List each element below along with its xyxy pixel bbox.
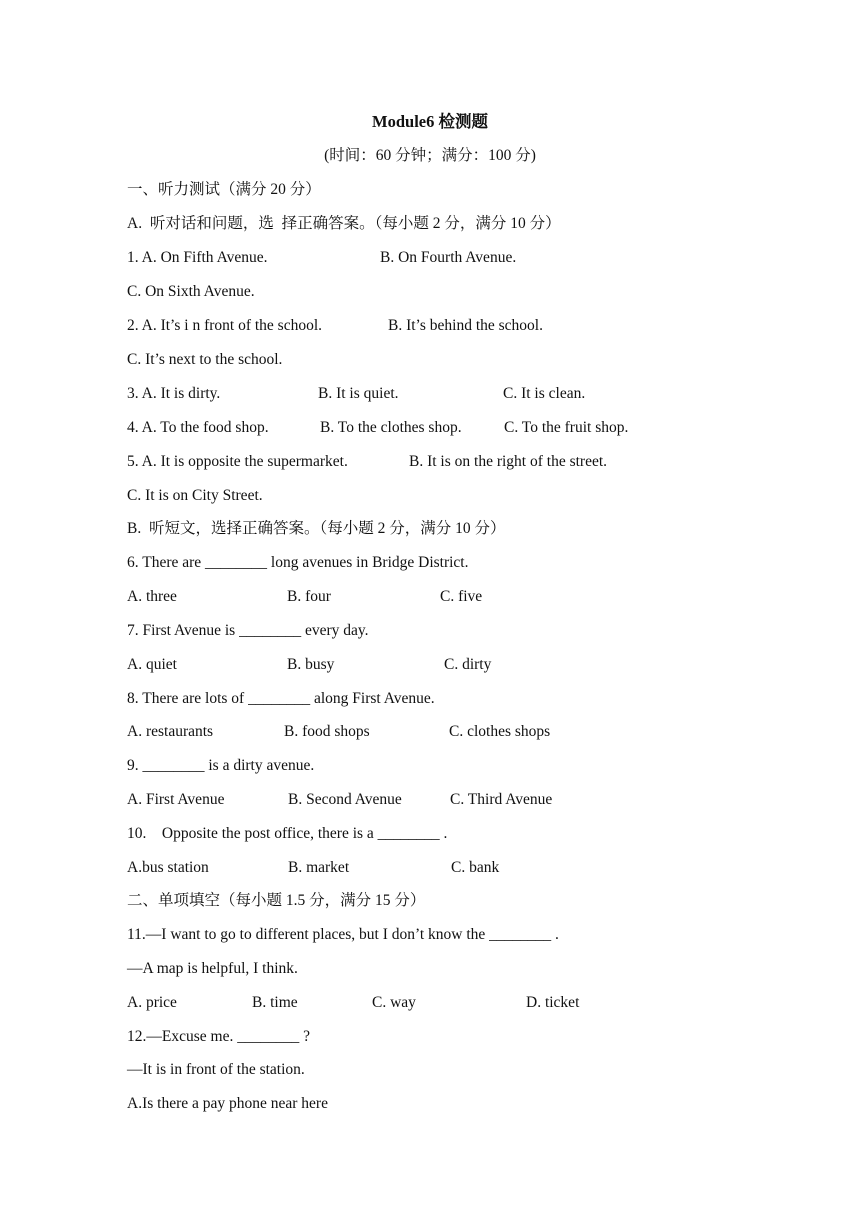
q11-stem: 11.—I want to go to different places, but I don’t know the ________ . xyxy=(127,926,559,943)
q5-option-b: B. It is on the right of the street. xyxy=(409,453,608,470)
page-title: Module6 检测题 xyxy=(372,112,488,131)
q10-option-c: C. bank xyxy=(451,859,500,876)
q10-option-b: B. market xyxy=(288,859,350,876)
q11-option-a: A. price xyxy=(127,994,177,1011)
q5-option-c: C. It is on City Street. xyxy=(127,487,263,504)
q8-option-a: A. restaurants xyxy=(127,723,214,740)
q8-stem: 8. There are lots of ________ along First Avenue. xyxy=(127,690,435,707)
q3-option-c: C. It is clean. xyxy=(503,385,586,402)
q7-option-b: B. busy xyxy=(287,656,335,673)
section2-heading: 二、单项填空（每小题 1.5 分，满分 15 分） xyxy=(127,892,426,909)
q9-option-a: A. First Avenue xyxy=(127,791,225,808)
q6-option-b: B. four xyxy=(287,588,331,605)
section1-partB: B. 听短文，选择正确答案。（每小题 2 分，满分 10 分） xyxy=(127,520,506,537)
q2-option-b: B. It’s behind the school. xyxy=(388,317,543,334)
q6-option-c: C. five xyxy=(440,588,483,605)
q1-option-b: B. On Fourth Avenue. xyxy=(380,249,517,266)
q7-option-c: C. dirty xyxy=(444,656,492,673)
page-subtitle: (时间：60 分钟；满分：100 分) xyxy=(324,147,536,164)
q10-option-a: A.bus station xyxy=(127,859,209,876)
q12-stem: 12.—Excuse me. ________ ? xyxy=(127,1028,310,1045)
q2-option-c: C. It’s next to the school. xyxy=(127,351,283,368)
q9-option-b: B. Second Avenue xyxy=(288,791,402,808)
q4-option-b: B. To the clothes shop. xyxy=(320,419,462,436)
q1-option-c: C. On Sixth Avenue. xyxy=(127,283,255,300)
q12-option-a: A.Is there a pay phone near here xyxy=(127,1095,328,1112)
q11-reply: —A map is helpful, I think. xyxy=(127,960,298,977)
q4-option-c: C. To the fruit shop. xyxy=(504,419,629,436)
q6-option-a: A. three xyxy=(127,588,177,605)
q10-stem: 10. Opposite the post office, there is a ________ . xyxy=(127,825,448,842)
q5-option-a: 5. A. It is opposite the supermarket. xyxy=(127,453,348,470)
q9-option-c: C. Third Avenue xyxy=(450,791,553,808)
section1-heading: 一、听力测试（满分 20 分） xyxy=(127,181,321,198)
q11-option-b: B. time xyxy=(252,994,298,1011)
q3-option-b: B. It is quiet. xyxy=(318,385,399,402)
q9-stem: 9. ________ is a dirty avenue. xyxy=(127,757,315,774)
section1-partA: A. 听对话和问题，选 择正确答案。（每小题 2 分，满分 10 分） xyxy=(127,215,561,232)
q3-option-a: 3. A. It is dirty. xyxy=(127,385,221,402)
q11-option-d: D. ticket xyxy=(526,994,580,1011)
q12-reply: —It is in front of the station. xyxy=(127,1061,305,1078)
q11-option-c: C. way xyxy=(372,994,416,1011)
q4-option-a: 4. A. To the food shop. xyxy=(127,419,269,436)
q8-option-b: B. food shops xyxy=(284,723,370,740)
q6-stem: 6. There are ________ long avenues in Bridge District. xyxy=(127,554,469,571)
q7-option-a: A. quiet xyxy=(127,656,177,673)
q1-option-a: 1. A. On Fifth Avenue. xyxy=(127,249,268,266)
q2-option-a: 2. A. It’s i n front of the school. xyxy=(127,317,323,334)
q8-option-c: C. clothes shops xyxy=(449,723,551,740)
q7-stem: 7. First Avenue is ________ every day. xyxy=(127,622,369,639)
